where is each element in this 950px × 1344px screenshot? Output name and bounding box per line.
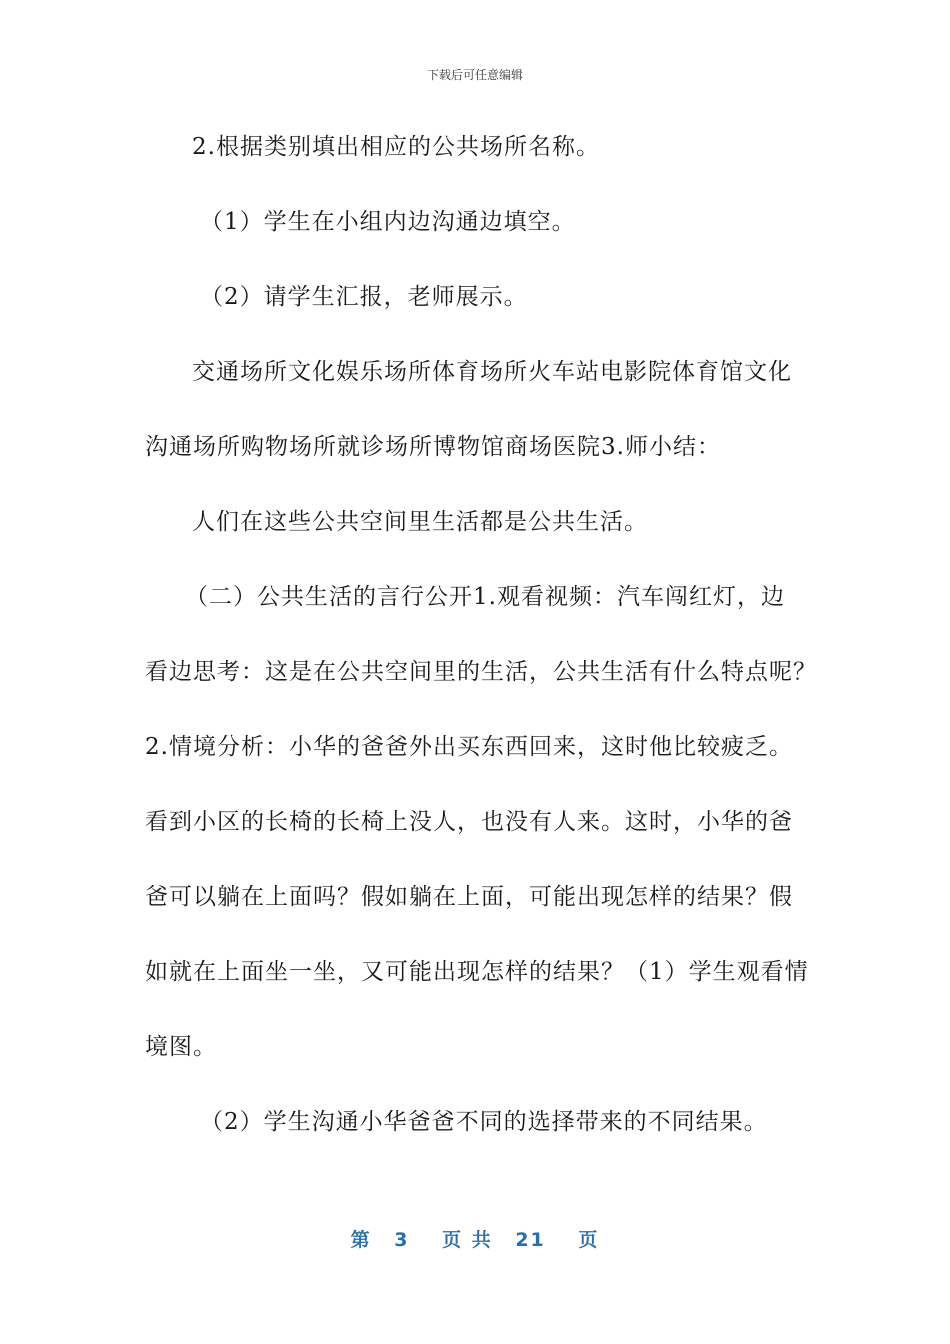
footer-total-label: 页 共 <box>442 1229 493 1251</box>
paragraph-line: 2.情境分析：小华的爸爸外出买东西回来，这时他比较疲乏。 <box>145 734 793 760</box>
footer-page-number: 3 <box>394 1229 410 1251</box>
footer-page-label: 第 <box>350 1229 372 1251</box>
paragraph-line: 境图。 <box>145 1034 217 1060</box>
paragraph-line: 看到小区的长椅的长椅上没人，也没有人来。这时，小华的爸 <box>145 809 793 835</box>
footer-total-number: 21 <box>515 1229 546 1251</box>
page-footer <box>0 1225 950 1252</box>
paragraph-line: （2）学生沟通小华爸爸不同的选择带来的不同结果。 <box>200 1109 768 1135</box>
paragraph-line: 人们在这些公共空间里生活都是公共生活。 <box>192 509 648 535</box>
paragraph-line: （二）公共生活的言行公开1.观看视频：汽车闯红灯，边 <box>185 584 785 610</box>
paragraph-line: 沟通场所购物场所就诊场所博物馆商场医院3.师小结： <box>145 434 721 460</box>
paragraph-line: 看边思考：这是在公共空间里的生活，公共生活有什么特点呢？ <box>145 659 817 685</box>
page-header: 下载后可任意编辑 <box>426 68 523 82</box>
footer-end-label: 页 <box>578 1229 600 1251</box>
paragraph-line: 如就在上面坐一坐，又可能出现怎样的结果？（1）学生观看情 <box>145 959 809 985</box>
paragraph-line: 交通场所文化娱乐场所体育场所火车站电影院体育馆文化 <box>192 359 792 385</box>
paragraph-line: （1）学生在小组内边沟通边填空。 <box>200 209 576 235</box>
paragraph-line: 2.根据类别填出相应的公共场所名称。 <box>192 134 600 160</box>
paragraph-line: （2）请学生汇报，老师展示。 <box>200 284 528 310</box>
paragraph-line: 爸可以躺在上面吗？假如躺在上面，可能出现怎样的结果？假 <box>145 884 793 910</box>
